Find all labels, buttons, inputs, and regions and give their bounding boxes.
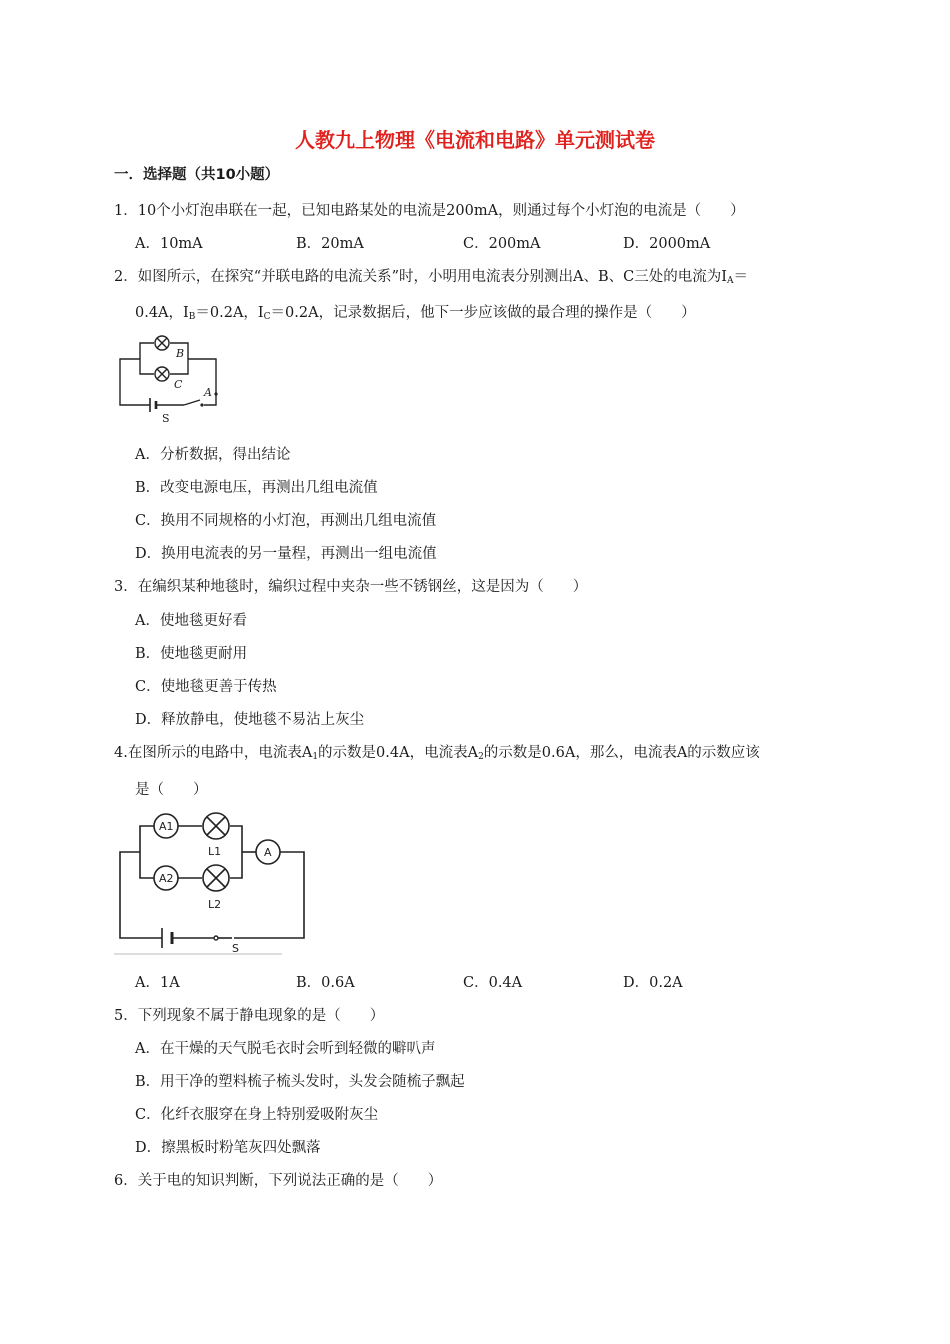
q3-option-d: D．释放静电，使地毯不易沾上灰尘 bbox=[135, 712, 365, 728]
q2-option-d: D．换用电流表的另一量程，再测出一组电流值 bbox=[135, 546, 437, 562]
q4-label-a: A bbox=[264, 846, 272, 859]
q4-label-a1: A1 bbox=[159, 820, 174, 833]
q2-label-a: A bbox=[204, 386, 212, 399]
q4-option-b: B．0.6A bbox=[296, 975, 355, 991]
question-6: 6．关于电的知识判断，下列说法正确的是（ ） bbox=[114, 1173, 443, 1189]
q2-label-b: B bbox=[176, 347, 185, 360]
q1-option-b: B．20mA bbox=[296, 236, 364, 252]
q3-option-a: A．使地毯更好看 bbox=[135, 613, 247, 629]
q2-circuit-diagram bbox=[112, 330, 224, 424]
q5-option-d: D．擦黑板时粉笔灰四处飘落 bbox=[135, 1140, 321, 1156]
q4-label-l2: L2 bbox=[208, 898, 222, 911]
question-4-line-1: 4.在图所示的电路中，电流表$A_1$的示数是0.4A，电流表$A_2$的示数是0.6A，那么，电流表A的示数应该 bbox=[114, 745, 760, 762]
q1-option-c: C．200mA bbox=[463, 236, 541, 252]
section-heading: 一．选择题（共10小题） bbox=[114, 167, 280, 183]
question-3: 3．在编织某种地毯时，编织过程中夹杂一些不锈钢丝，这是因为（ ） bbox=[114, 579, 588, 595]
q2-label-s: S bbox=[162, 412, 170, 424]
q4-option-a: A．1A bbox=[135, 975, 180, 991]
q3-option-b: B．使地毯更耐用 bbox=[135, 646, 248, 662]
q2-option-c: C．换用不同规格的小灯泡，再测出几组电流值 bbox=[135, 513, 437, 529]
q4-circuit-diagram bbox=[112, 808, 312, 958]
q1-option-d: D．2000mA bbox=[623, 236, 711, 252]
question-2-line-1: 2．如图所示，在探究“并联电路的电流关系”时，小明用电流表分别测出A、B、C三处的电流为$I_A=$ bbox=[114, 269, 748, 286]
q4-label-a2: A2 bbox=[159, 872, 174, 885]
q2-option-a: A．分析数据，得出结论 bbox=[135, 447, 291, 463]
question-4-line-2: 是（ ） bbox=[135, 782, 208, 798]
q4-option-c: C．0.4A bbox=[463, 975, 523, 991]
q4-label-s: S bbox=[232, 942, 239, 955]
q5-option-a: A．在干燥的天气脱毛衣时会听到轻微的噼叭声 bbox=[135, 1041, 436, 1057]
q2-label-c: C bbox=[174, 378, 183, 391]
q5-option-b: B．用干净的塑料梳子梳头发时，头发会随梳子飘起 bbox=[135, 1074, 465, 1090]
question-1: 1．10个小灯泡串联在一起，已知电路某处的电流是200mA，则通过每个小灯泡的电流是（ ） bbox=[114, 203, 745, 219]
question-2-line-2: 0.4A，$I_B=0.2A$，$I_C=0.2A$，记录数据后，他下一步应该做的最合理的操作是（ ） bbox=[135, 305, 696, 322]
q3-option-c: C．使地毯更善于传热 bbox=[135, 679, 277, 695]
question-5: 5．下列现象不属于静电现象的是（ ） bbox=[114, 1008, 385, 1024]
q2-option-b: B．改变电源电压，再测出几组电流值 bbox=[135, 480, 378, 496]
q5-option-c: C．化纤衣服穿在身上特别爱吸附灰尘 bbox=[135, 1107, 379, 1123]
q4-option-d: D．0.2A bbox=[623, 975, 683, 991]
page-title: 人教九上物理《电流和电路》单元测试卷 bbox=[295, 128, 655, 152]
q1-option-a: A．10mA bbox=[135, 236, 203, 252]
q4-label-l1: L1 bbox=[208, 845, 222, 858]
